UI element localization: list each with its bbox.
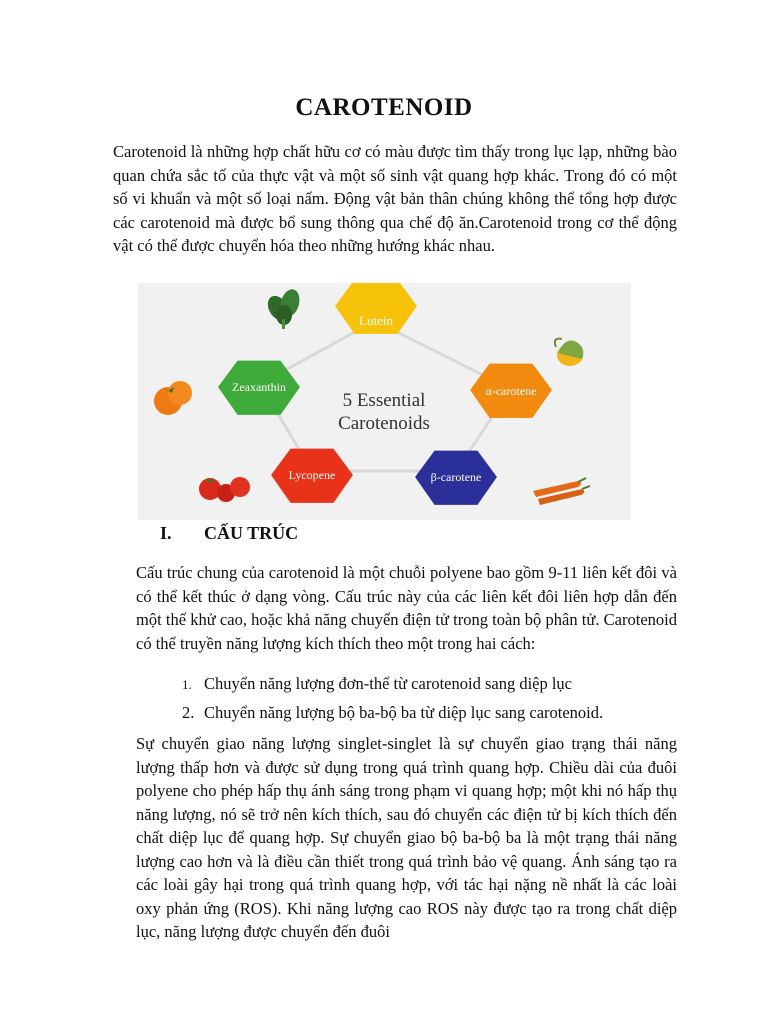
node-lutein: [335, 283, 417, 334]
node-alpha-carotene: [470, 364, 552, 418]
figure-center-line2: Carotenoids: [338, 413, 430, 434]
section-heading: [160, 523, 298, 544]
list-item-number: 1.: [182, 677, 192, 692]
section-number: I.: [160, 523, 172, 543]
lutein-label: Lutein: [359, 313, 393, 328]
alpha-carotene-label: α-carotene: [485, 384, 537, 398]
beta-carotene-label: β-carotene: [430, 470, 482, 484]
persimmon-illustration: [154, 381, 192, 415]
list-item-text: Chuyển năng lượng đơn-thể từ carotenoid sang diệp lục: [204, 674, 573, 693]
figure-center-line1: 5 Essential: [342, 390, 426, 411]
document-title: CAROTENOID: [295, 94, 473, 121]
node-beta-carotene: [415, 451, 497, 505]
carrot-illustration: [533, 478, 590, 505]
lycopene-label: Lycopene: [288, 468, 336, 482]
zeaxanthin-label: Zeaxanthin: [232, 380, 286, 394]
section-body: Cấu trúc chung của carotenoid là một chuỗi polyene bao gồm 9-11 liên kết đôi và có thể kết thúc ở dạng vòng. Cấu trúc này của các liên kết đôi liên hợp dẫn đến một thế khử cao, hoặc khả năng chuyển điện tử trong toàn bộ phân tử. Carotenoid có thể truyền năng lượng kích thích theo một trong hai cách:: [136, 563, 677, 653]
list-item: [182, 703, 603, 723]
list-item-number: 2.: [182, 703, 195, 722]
section-title: CẤU TRÚC: [204, 523, 299, 543]
list-item-text: Chuyển năng lượng bộ ba-bộ ba từ diệp lục sang carotenoid.: [204, 703, 604, 722]
list-item: [182, 674, 572, 694]
carotenoids-figure: [138, 283, 631, 520]
intro-paragraph: Carotenoid là những hợp chất hữu cơ có màu được tìm thấy trong lục lạp, những bào quan chứa sắc tố của thực vật và một số sinh vật quang hợp khác. Trong đó có một số vi khuẩn và một số loại nấm. Động vật bản thân chúng không thể tổng hợp được các carotenoid mà được bổ sung thông qua chế độ ăn.Carotenoid trong cơ thể động vật có thể được chuyển hóa theo những hướng khác nhau.: [113, 142, 677, 255]
tomato-illustration: [199, 477, 250, 502]
section-body-2: Sự chuyển giao năng lượng singlet-singlet là sự chuyển giao trạng thái năng lượng thấp hơn và được sử dụng trong quá trình quang hợp. Chiều dài của đuôi polyene cho phép hấp thụ ánh sáng trong phạm vi quang hợp; một khi nó hấp thụ năng lượng, nó sẽ trở nên kích thích, sau đó chuyển các điện tử bị kích thích đến chất diệp lục để quang hợp. Sự chuyển giao bộ ba-bộ ba là một trạng thái năng lượng cao hơn và là điều cần thiết trong quá trình bảo vệ quang. Ánh sáng tạo ra các loài gây hại trong quá trình quang hợp, với tác hại nặng nề nhất là các loài oxy phản ứng (ROS). Khi năng lượng cao ROS này được tạo ra trong chất diệp lục, năng lượng được chuyển đến đuôi: [136, 734, 677, 941]
corn-illustration: [555, 339, 583, 366]
spinach-illustration: [264, 287, 303, 329]
node-lycopene: [271, 449, 353, 503]
